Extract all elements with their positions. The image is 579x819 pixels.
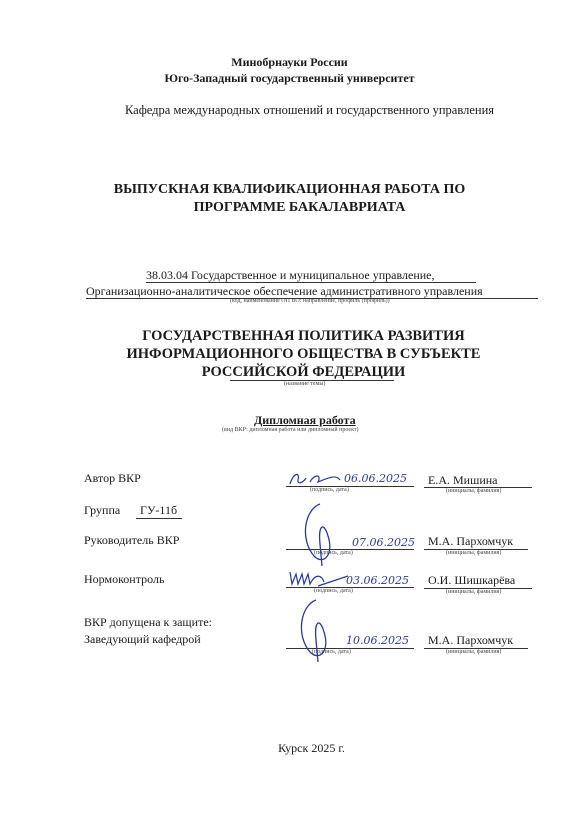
topic-line3: РОССИЙСКОЙ ФЕДЕРАЦИИ (201, 364, 406, 380)
group-value: ГУ-11б (140, 503, 178, 517)
doc-title-line1: ВЫПУСКНАЯ КВАЛИФИКАЦИОННАЯ РАБОТА ПО (113, 182, 466, 197)
supervisor-sig-date: 07.06.2025 (352, 536, 415, 549)
topic-line1: ГОСУДАРСТВЕННАЯ ПОЛИТИКА РАЗВИТИЯ (142, 328, 465, 344)
normcontrol-name: О.И. Шишкарёва (428, 573, 516, 587)
topic-caption: (название темы) (284, 381, 326, 387)
program-underline1 (146, 282, 476, 283)
program-line2: Организационно-аналитическое обеспечение административного управления (86, 284, 483, 298)
normcontrol-name-caption: (инициалы, фамилия) (446, 589, 502, 595)
head-role: Заведующий кафедрой (84, 632, 201, 646)
work-type-caption: (вид ВКР: дипломная работа или дипломный проект) (222, 427, 359, 433)
doc-title-line2: ПРОГРАММЕ БАКАЛАВРИАТА (193, 200, 406, 215)
head-sig-caption: (подпись, дата) (312, 649, 351, 655)
university-name: Юго-Западный государственный университет (164, 71, 415, 85)
program-caption: (код, наименование ОП ВО: направление, профиль (профиль)) (230, 298, 390, 304)
topic-line2: ИНФОРМАЦИОННОГО ОБЩЕСТВА В СУБЪЕКТЕ (126, 346, 481, 362)
head-signature (286, 596, 416, 666)
head-name-caption: (инициалы, фамилия) (446, 649, 502, 655)
author-role: Автор ВКР (84, 471, 141, 485)
normcontrol-sig-date: 03.06.2025 (346, 574, 409, 587)
admission-line: ВКР допущена к защите: (84, 615, 212, 629)
author-sig-date: 06.06.2025 (344, 472, 407, 485)
supervisor-name: М.А. Пархомчук (428, 534, 514, 548)
normcontrol-signature (288, 566, 418, 590)
ministry-name: Минобрнауки России (231, 55, 348, 69)
department-name: Кафедра международных отношений и государственного управления (124, 103, 495, 117)
supervisor-signature (290, 500, 420, 570)
work-type-label: Дипломная работа (254, 413, 356, 427)
author-signature (288, 468, 418, 490)
city-year: Курск 2025 г. (278, 741, 345, 755)
supervisor-sig-caption: (подпись, дата) (314, 550, 353, 556)
group-label: Группа (84, 503, 121, 517)
head-sig-date: 10.06.2025 (346, 634, 409, 647)
head-name: М.А. Пархомчук (428, 633, 514, 647)
normcontrol-sig-caption: (подпись, дата) (314, 588, 353, 594)
author-name: Е.А. Мишина (428, 473, 498, 487)
group-underline (136, 518, 182, 519)
program-line1: 38.03.04 Государственное и муниципальное управление, (146, 268, 435, 282)
supervisor-role: Руководитель ВКР (84, 533, 180, 547)
normcontrol-role: Нормоконтроль (84, 572, 165, 586)
supervisor-name-caption: (инициалы, фамилия) (446, 550, 502, 556)
author-sig-caption: (подпись, дата) (310, 487, 349, 493)
author-name-caption: (инициалы, фамилия) (446, 488, 502, 494)
